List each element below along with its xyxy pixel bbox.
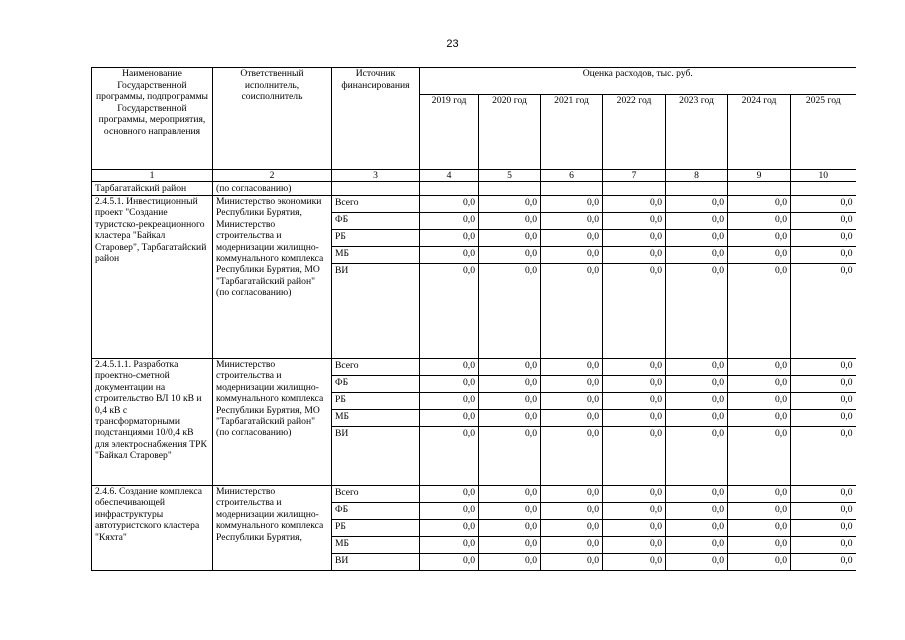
expense-value: 0,0 xyxy=(603,393,666,410)
expense-value: 0,0 xyxy=(541,554,603,571)
measure-executor: Министерство строительства и модернизации жилищно-коммунального комплекса Республики Бурятия, МО "Тарбагатайский район" (по согласованию) xyxy=(213,359,332,486)
empty-cell xyxy=(666,182,728,196)
expense-value: 0,0 xyxy=(666,554,728,571)
funding-source: Всего xyxy=(332,359,420,376)
empty-cell xyxy=(728,182,791,196)
column-number: 5 xyxy=(479,170,541,182)
expense-value: 0,0 xyxy=(541,486,603,503)
expense-value: 0,0 xyxy=(791,196,856,213)
section-name: Тарбагатайский район xyxy=(92,182,213,196)
budget-table xyxy=(91,67,856,571)
expense-value: 0,0 xyxy=(603,554,666,571)
expense-value: 0,0 xyxy=(728,213,791,230)
expense-value: 0,0 xyxy=(541,213,603,230)
expense-value: 0,0 xyxy=(479,359,541,376)
expense-value: 0,0 xyxy=(791,230,856,247)
expense-value: 0,0 xyxy=(420,410,479,427)
expense-value: 0,0 xyxy=(479,410,541,427)
column-number: 4 xyxy=(420,170,479,182)
expense-value: 0,0 xyxy=(666,196,728,213)
expense-value: 0,0 xyxy=(666,376,728,393)
header-year: 2021 год xyxy=(541,95,603,170)
funding-source: РБ xyxy=(332,230,420,247)
expense-value: 0,0 xyxy=(666,359,728,376)
expense-value: 0,0 xyxy=(603,196,666,213)
expense-value: 0,0 xyxy=(420,486,479,503)
expense-value: 0,0 xyxy=(541,537,603,554)
expense-value: 0,0 xyxy=(420,196,479,213)
expense-value: 0,0 xyxy=(728,537,791,554)
expense-value: 0,0 xyxy=(541,264,603,359)
measure-name: 2.4.5.1.1. Разработка проектно-сметной документации на строительство ВЛ 10 кВ и 0,4 кВ с трансформаторными подстанциями 10/0,4 кВ для электроснабжения ТРК "Байкал Старовер" xyxy=(92,359,213,486)
section-executor: (по согласованию) xyxy=(213,182,332,196)
expense-value: 0,0 xyxy=(603,376,666,393)
expense-value: 0,0 xyxy=(603,264,666,359)
column-number: 6 xyxy=(541,170,603,182)
expense-value: 0,0 xyxy=(666,230,728,247)
expense-value: 0,0 xyxy=(728,520,791,537)
expense-value: 0,0 xyxy=(791,264,856,359)
empty-cell xyxy=(603,182,666,196)
measure-name: 2.4.5.1. Инвестиционный проект "Создание туристско-рекреационного кластера "Байкал Старовер", Тарбагатайский район xyxy=(92,196,213,359)
expense-value: 0,0 xyxy=(666,486,728,503)
expense-value: 0,0 xyxy=(541,247,603,264)
expense-value: 0,0 xyxy=(479,264,541,359)
expense-value: 0,0 xyxy=(791,520,856,537)
expense-value: 0,0 xyxy=(541,393,603,410)
measure-name: 2.4.6. Создание комплекса обеспечивающей инфраструктуры автотуристского кластера "Кяхта" xyxy=(92,486,213,571)
funding-source: МБ xyxy=(332,247,420,264)
expense-value: 0,0 xyxy=(603,427,666,486)
expense-value: 0,0 xyxy=(603,247,666,264)
column-number: 8 xyxy=(666,170,728,182)
funding-source: МБ xyxy=(332,410,420,427)
expense-value: 0,0 xyxy=(420,554,479,571)
expense-value: 0,0 xyxy=(791,554,856,571)
expense-value: 0,0 xyxy=(666,247,728,264)
expense-value: 0,0 xyxy=(420,230,479,247)
expense-value: 0,0 xyxy=(728,427,791,486)
column-number: 10 xyxy=(791,170,856,182)
column-numbers-row xyxy=(92,170,856,182)
expense-value: 0,0 xyxy=(666,537,728,554)
expense-value: 0,0 xyxy=(479,376,541,393)
header-year: 2019 год xyxy=(420,95,479,170)
expense-value: 0,0 xyxy=(420,427,479,486)
table-row xyxy=(92,486,856,503)
expense-value: 0,0 xyxy=(420,359,479,376)
header-year: 2025 год xyxy=(791,95,856,170)
expense-value: 0,0 xyxy=(791,537,856,554)
funding-source: ФБ xyxy=(332,213,420,230)
expense-value: 0,0 xyxy=(541,196,603,213)
expense-value: 0,0 xyxy=(728,247,791,264)
expense-value: 0,0 xyxy=(728,196,791,213)
expense-value: 0,0 xyxy=(791,359,856,376)
expense-value: 0,0 xyxy=(791,427,856,486)
empty-cell xyxy=(479,182,541,196)
expense-value: 0,0 xyxy=(728,410,791,427)
table-row xyxy=(92,359,856,376)
funding-source: ФБ xyxy=(332,376,420,393)
header-executor: Ответственный исполнитель, соисполнитель xyxy=(213,68,332,170)
expense-value: 0,0 xyxy=(666,213,728,230)
expense-value: 0,0 xyxy=(479,230,541,247)
expense-value: 0,0 xyxy=(603,213,666,230)
funding-source: ВИ xyxy=(332,264,420,359)
expense-value: 0,0 xyxy=(728,554,791,571)
expense-value: 0,0 xyxy=(603,486,666,503)
expense-value: 0,0 xyxy=(791,376,856,393)
expense-value: 0,0 xyxy=(420,264,479,359)
expense-value: 0,0 xyxy=(420,393,479,410)
header-funding-source: Источник финансирования xyxy=(332,68,420,170)
measure-executor: Министерство экономики Республики Бурятия, Министерство строительства и модернизации жилищно-коммунального комплекса Республики Бурятия, МО "Тарбагатайский район" (по согласованию) xyxy=(213,196,332,359)
expense-value: 0,0 xyxy=(603,410,666,427)
header-expenses: Оценка расходов, тыс. руб. xyxy=(420,68,856,95)
expense-value: 0,0 xyxy=(791,393,856,410)
column-number: 1 xyxy=(92,170,213,182)
header-year: 2020 год xyxy=(479,95,541,170)
expense-value: 0,0 xyxy=(479,554,541,571)
expense-value: 0,0 xyxy=(479,213,541,230)
empty-cell xyxy=(791,182,856,196)
funding-source: Всего xyxy=(332,196,420,213)
expense-value: 0,0 xyxy=(420,247,479,264)
expense-value: 0,0 xyxy=(791,486,856,503)
funding-source: МБ xyxy=(332,537,420,554)
header-year: 2024 год xyxy=(728,95,791,170)
expense-value: 0,0 xyxy=(541,503,603,520)
funding-source: ФБ xyxy=(332,503,420,520)
expense-value: 0,0 xyxy=(541,376,603,393)
expense-value: 0,0 xyxy=(541,427,603,486)
expense-value: 0,0 xyxy=(791,410,856,427)
expense-value: 0,0 xyxy=(603,503,666,520)
expense-value: 0,0 xyxy=(479,537,541,554)
expense-value: 0,0 xyxy=(603,230,666,247)
expense-value: 0,0 xyxy=(728,393,791,410)
funding-source: Всего xyxy=(332,486,420,503)
expense-value: 0,0 xyxy=(479,520,541,537)
expense-value: 0,0 xyxy=(541,359,603,376)
expense-value: 0,0 xyxy=(666,520,728,537)
expense-value: 0,0 xyxy=(479,247,541,264)
expense-value: 0,0 xyxy=(728,359,791,376)
expense-value: 0,0 xyxy=(479,427,541,486)
expense-value: 0,0 xyxy=(420,213,479,230)
expense-value: 0,0 xyxy=(479,393,541,410)
column-number: 9 xyxy=(728,170,791,182)
empty-cell xyxy=(420,182,479,196)
funding-source: РБ xyxy=(332,520,420,537)
expense-value: 0,0 xyxy=(728,503,791,520)
table-row xyxy=(92,196,856,213)
expense-value: 0,0 xyxy=(479,196,541,213)
header-year: 2022 год xyxy=(603,95,666,170)
expense-value: 0,0 xyxy=(791,213,856,230)
expense-value: 0,0 xyxy=(666,410,728,427)
header-program-name: Наименование Государственной программы, подпрограммы Государственной программы, мероприятия, основного направления xyxy=(92,68,213,170)
column-number: 2 xyxy=(213,170,332,182)
empty-cell xyxy=(332,182,420,196)
header-year: 2023 год xyxy=(666,95,728,170)
expense-value: 0,0 xyxy=(666,503,728,520)
expense-value: 0,0 xyxy=(420,503,479,520)
expense-value: 0,0 xyxy=(666,427,728,486)
empty-cell xyxy=(541,182,603,196)
expense-value: 0,0 xyxy=(728,376,791,393)
expense-value: 0,0 xyxy=(666,393,728,410)
measure-executor: Министерство строительства и модернизации жилищно-коммунального комплекса Республики Бурятия, xyxy=(213,486,332,571)
column-number: 7 xyxy=(603,170,666,182)
expense-value: 0,0 xyxy=(603,537,666,554)
expense-value: 0,0 xyxy=(541,410,603,427)
expense-value: 0,0 xyxy=(791,247,856,264)
expense-value: 0,0 xyxy=(541,230,603,247)
funding-source: ВИ xyxy=(332,427,420,486)
section-row xyxy=(92,182,856,196)
funding-source: РБ xyxy=(332,393,420,410)
expense-value: 0,0 xyxy=(728,486,791,503)
expense-value: 0,0 xyxy=(728,264,791,359)
funding-source: ВИ xyxy=(332,554,420,571)
page-number: 23 xyxy=(446,38,459,50)
expense-value: 0,0 xyxy=(420,537,479,554)
expense-value: 0,0 xyxy=(666,264,728,359)
expense-value: 0,0 xyxy=(479,503,541,520)
expense-value: 0,0 xyxy=(420,376,479,393)
expense-value: 0,0 xyxy=(479,486,541,503)
expense-value: 0,0 xyxy=(791,503,856,520)
expense-value: 0,0 xyxy=(728,230,791,247)
expense-value: 0,0 xyxy=(541,520,603,537)
expense-value: 0,0 xyxy=(603,520,666,537)
expense-value: 0,0 xyxy=(603,359,666,376)
expense-value: 0,0 xyxy=(420,520,479,537)
column-number: 3 xyxy=(332,170,420,182)
